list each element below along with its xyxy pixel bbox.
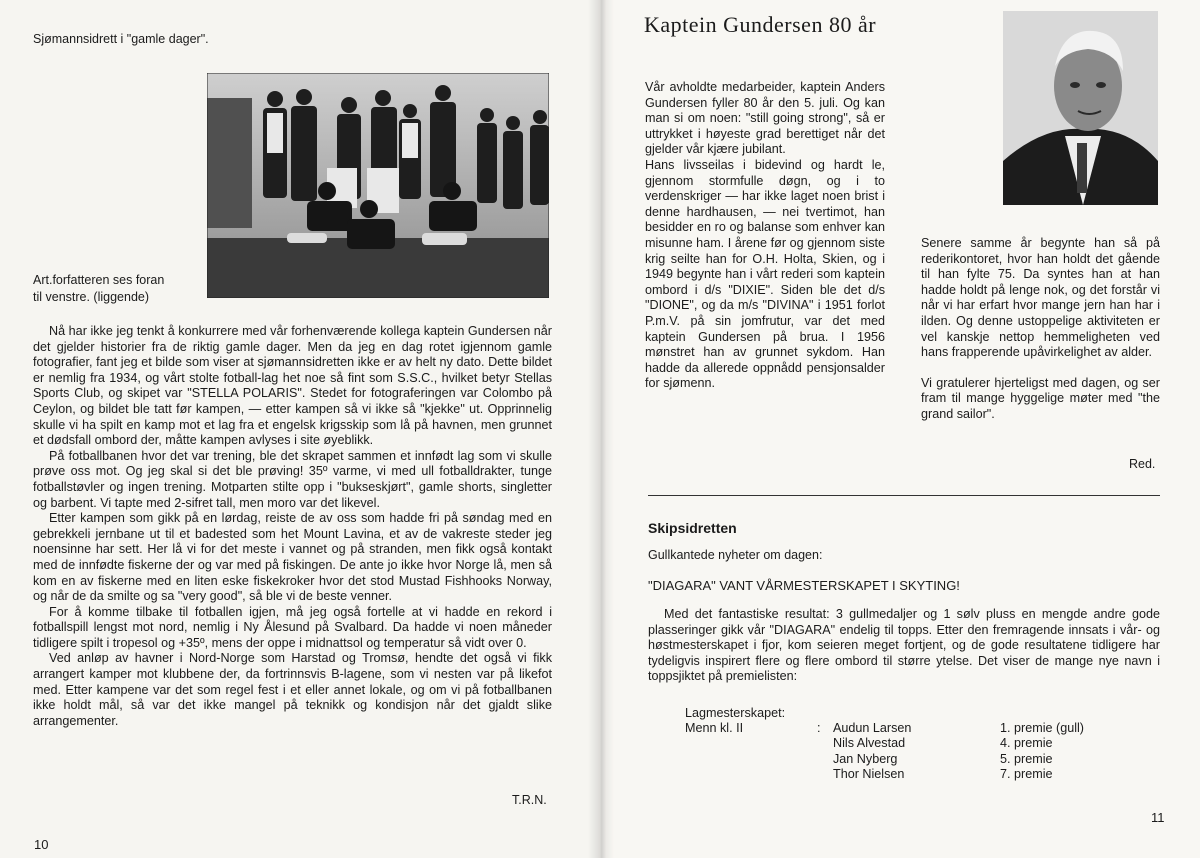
article-paragraph: Etter kampen som gikk på en lørdag, reiste de av oss som hadde fri på søndag med en gebrekkeli jernbane ut til et badested som het Mount Lavina, et av de vakreste steder jeg noensinne har sett. Her lå vi for det meste i vannet og på stranden, men fikk også kontakt med de innfødte fiskerne der og var med på fiskingen. De ante jo ikke hvor Norge lå, men så kom en av fiskerne med en liten eske fiskekroker hvor det stod Mustad Fishhooks Norway, og når de da smilte og sa "very good", så ble vi de beste venner. bbox=[33, 511, 552, 604]
editor-signature: Red. bbox=[1129, 457, 1156, 471]
article-paragraph: For å komme tilbake til fotballen igjen, må jeg også fortelle at vi hadde en rekord i fotballspill lengst mot nord, nemlig i Ny Ålesund på Svalbard. Da hadde vi noen måneder tidligere spilt i tropesol og +35º, mens der oppe i midnattsol og temperatur så vidt over 0. bbox=[33, 604, 552, 650]
page-header: Sjømannsidrett i "gamle dager". bbox=[33, 32, 209, 46]
section-paragraph: Med det fantastiske resultat: 3 gullmedaljer og 1 sølv pluss en mengde andre gode plasseringer gikk vår "DIAGARA" endelig til topps. Etter den fremragende innsats i vår- og høstmesterskapet i fjor, kom seieren meget fortjent, og de gode resultatene tidligere har tydeligvis inspirert flere og flere ombord til større ytelse. Det viser de mange nye navn i toppsjiktet på premielisten: bbox=[648, 607, 1160, 684]
article-paragraph: Senere samme år begynte han så på rederikontoret, hvor han holdt det gående til han fylte 75. Da syntes han at han hadde holdt på lenge nok, og det forstår vi når vi har erfart hvor mange jern han har i ilden. Og denne ustoppelige aktiviteten er vel kanskje nettop hemmeligheten ved hans frapperende upåvirkelighet av alder. bbox=[921, 236, 1160, 360]
result-name: Nils Alvestad bbox=[833, 736, 906, 751]
article-column-2 bbox=[921, 236, 1160, 423]
portrait-photo bbox=[1003, 11, 1158, 205]
article-title: Kaptein Gundersen 80 år bbox=[644, 12, 877, 37]
portrait-image bbox=[1003, 11, 1158, 205]
team-photo bbox=[207, 73, 549, 298]
book-gutter bbox=[588, 0, 614, 858]
results-colon: : bbox=[817, 721, 821, 735]
article-signature: T.R.N. bbox=[512, 793, 547, 807]
section-body bbox=[648, 607, 1160, 685]
section-headline: "DIAGARA" VANT VÅRMESTERSKAPET I SKYTING! bbox=[648, 578, 960, 593]
section-divider bbox=[648, 495, 1160, 496]
article-column-1 bbox=[645, 80, 885, 392]
page-number: 11 bbox=[1151, 810, 1165, 825]
result-prize: 1. premie (gull) bbox=[1000, 721, 1084, 735]
section-title: Skipsidretten bbox=[648, 520, 737, 536]
result-prize: 4. premie bbox=[1000, 736, 1053, 751]
results-names bbox=[833, 721, 911, 783]
photo-caption-line-1: Art.forfatteren ses foran bbox=[33, 273, 165, 287]
results-category: Lagmesterskapet: bbox=[685, 706, 786, 720]
result-prize: 5. premie bbox=[1000, 751, 1053, 766]
results-prizes bbox=[1000, 721, 1084, 783]
result-name: Thor Nielsen bbox=[833, 767, 905, 782]
results-class: Menn kl. II bbox=[685, 721, 744, 735]
article-paragraph: På fotballbanen hvor det var trening, ble det skrapet sammen et innfødt lag som vi skulle prøve oss mot. Og jeg skal si det ble prøving! 35º varme, vi med ull fotballdrakter, tunge fotballstøvler og ingen trening. Motparten stilte opp i "bukseskjørt", gamle shorts, singletter og barbent. Vi tapte med 2-sifret tall, men moro var det likevel. bbox=[33, 448, 552, 510]
article-paragraph: Nå har ikke jeg tenkt å konkurrere med vår forhenværende kollega kaptein Gundersen når det gjelder historier fra de riktig gamle dager. Men da jeg en dag rotet igjennom gamle fotografier, fant jeg et bilde som viser at sjømannsidretten ikke er av helt ny dato. Dette bildet er nemlig fra 1934, og vårt stolte fotball-lag het noe så fint som S.S.C., hvilket betyr Stellas Sports Club, og skipet var "STELLA POLARIS". Stedet for fotograferingen var Colombo på Ceylon, og bildet ble tatt før kampen, — etter kampen så vi ikke så "kjekke" ut. Opprinnelig skulle vi ha spilt en kamp mot et lag fra et engelsk krigsskip som lå på havnen, men grunnet et dødsfall ombord der, måtte kampen avlyses i site øyeblikk. bbox=[33, 324, 552, 448]
team-photo-image bbox=[207, 73, 549, 298]
article-body bbox=[33, 324, 552, 729]
article-paragraph: Vår avholdte medarbeider, kaptein Anders Gundersen fyller 80 år den 5. juli. Og kan man si om noen: "still going strong", så er uttrykket i høyeste grad berettiget når det gjelder vår kjære jubilant. bbox=[645, 80, 885, 157]
article-paragraph: Ved anløp av havner i Nord-Norge som Harstad og Tromsø, hendte det også vi fikk arrangert kamper mot klubbene der, da fortrinnsvis B-lagene, som vi nesten var på likefot med. Etter kampene var det som regel fest i et eller annet lokale, og om vi på fotballbanen ikke holdt mål, så var det ikke mangel på teknikk og kondisjon når det gjaldt slike arrangementer. bbox=[33, 651, 552, 728]
photo-caption-line-2: til venstre. (liggende) bbox=[33, 290, 150, 304]
result-prize: 7. premie bbox=[1000, 767, 1053, 782]
page-number: 10 bbox=[34, 837, 49, 852]
result-name: Audun Larsen bbox=[833, 721, 912, 735]
article-paragraph: Vi gratulerer hjerteligst med dagen, og ser fram til mange hyggelige møter med "the grand sailor". bbox=[921, 375, 1160, 421]
result-name: Jan Nyberg bbox=[833, 751, 898, 766]
section-lead: Gullkantede nyheter om dagen: bbox=[648, 548, 823, 562]
article-paragraph: Hans livsseilas i bidevind og hardt le, gjennom stormfulle døgn, og i to verdenskriger — har ikke laget noen brist i denne hardhausen, — nei tvertimot, han besidder en ro og balanse som enhver kan misunne ham. I årene før og gjennom siste krig seilte han for O.H. Holta, Skien, og i 1949 begynte han i vårt rederi som kaptein ombord i d/s "DIXIE". Siden ble det d/s "DIONE", og da m/s "DIVINA" i 1951 forlot P.m.V. på sin jomfrutur, var det med kaptein Gundersen på brua. I 1956 mønstret han av grunnet sykdom. Han hadde da allerede oppnådd pensjonsalder for sjømenn. bbox=[645, 157, 885, 391]
right-page bbox=[600, 0, 1200, 858]
